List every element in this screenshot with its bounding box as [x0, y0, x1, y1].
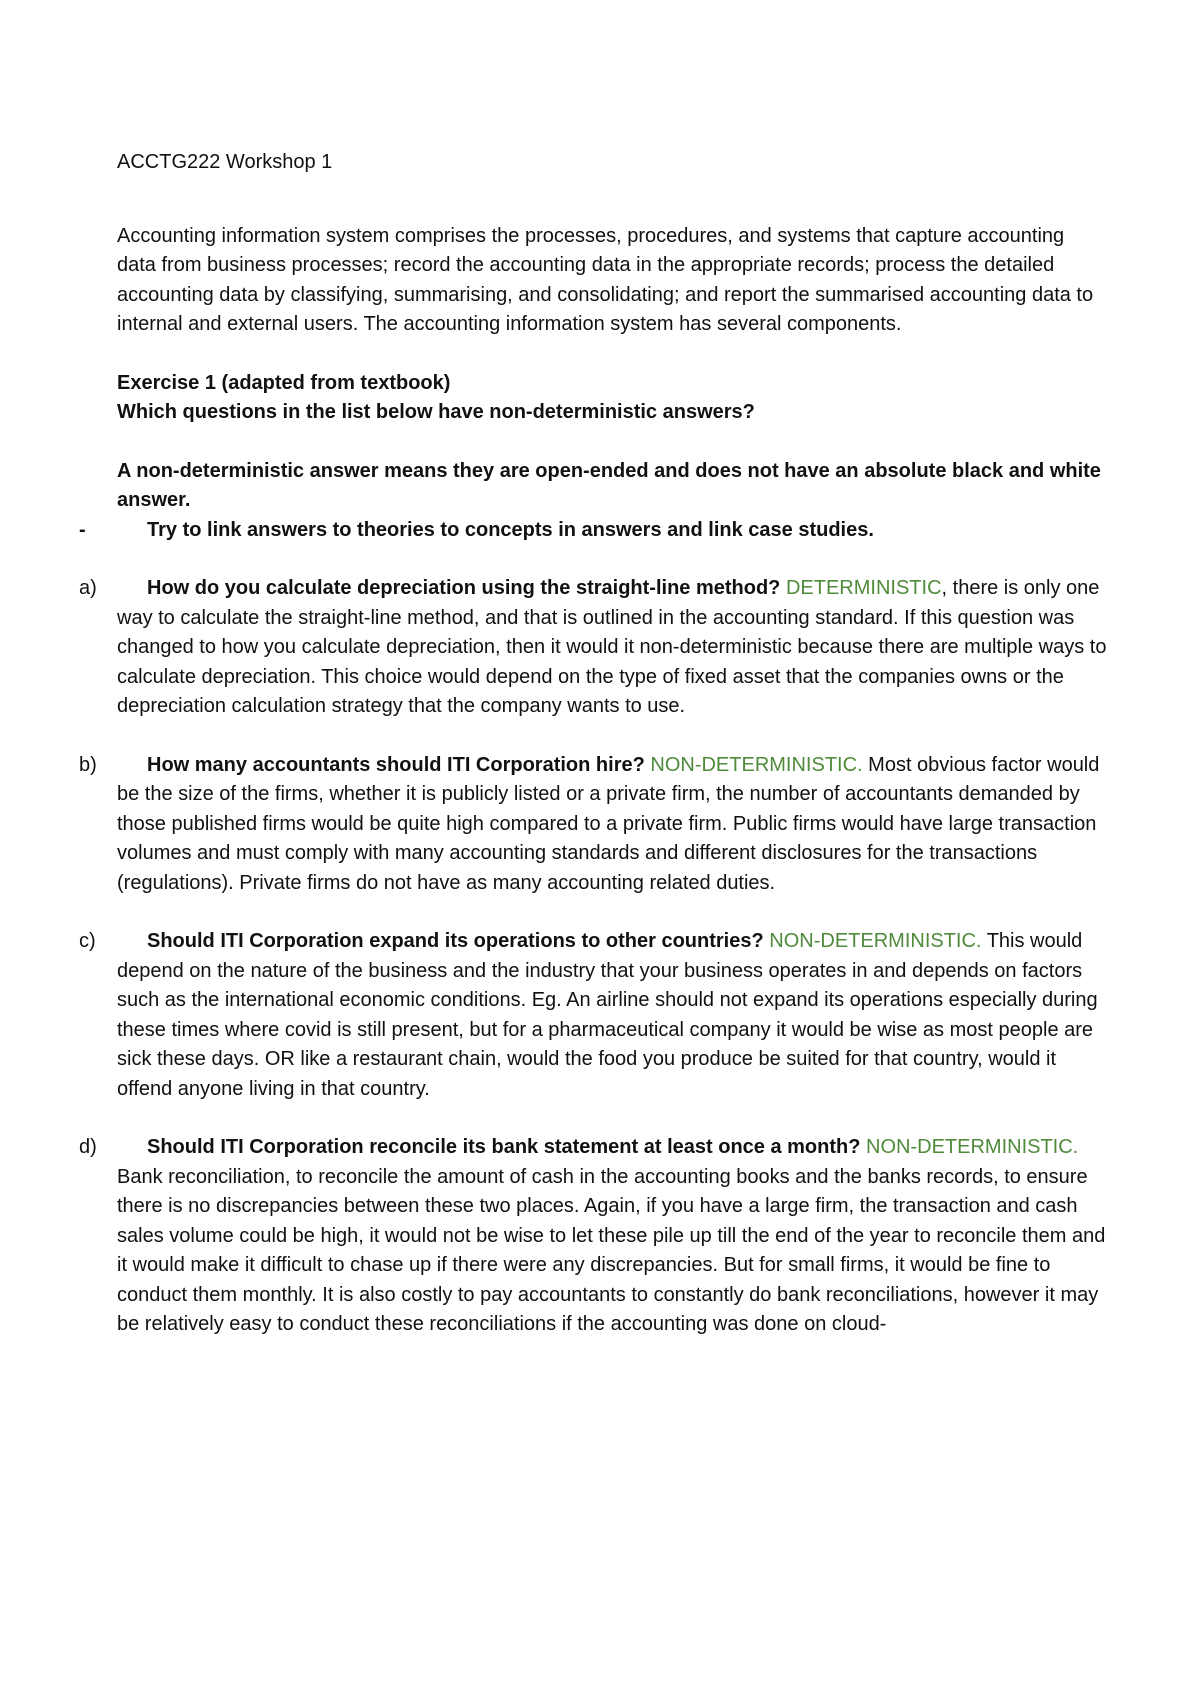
item-verdict: NON-DETERMINISTIC. — [650, 753, 863, 776]
item-marker: b) — [79, 753, 97, 776]
item-answer: Bank reconciliation, to reconcile the amount of cash in the accounting books and the banks records, to ensure there is no discrepancies between these two places. Again, if you have a large firm, the transaction and cash sales volume could be high, it would not be wise to let these pile up till the end of the year to reconcile them and it would make it difficult to chase up if there were any discrepancies. But for small firms, it would be fine to conduct them monthly. It is also costly to pay accountants to constantly do bank reconciliations, however it may be relatively easy to conduct these reconciliations if the accounting was done on cloud- — [117, 1165, 1106, 1335]
item-verdict: NON-DETERMINISTIC. — [866, 1136, 1079, 1158]
item-answer: This would depend on the nature of the business and the industry that your business operates in and depends on factors such as the international economic conditions. Eg. An airline should not expand its operations especially during these times where covid is still present, but for a pharmaceutical company it would be wise as most people are sick these days. OR like a restaurant chain, would the food you produce be suited for that country, would it offend anyone living in that country. — [117, 930, 1098, 1100]
exercise-question: Which questions in the list below have non-deterministic answers? — [117, 401, 755, 423]
item-marker: d) — [79, 1136, 97, 1158]
item-verdict: NON-DETERMINISTIC. — [769, 930, 982, 952]
exercise-tip — [79, 516, 1107, 546]
tip-text: Try to link answers to theories to concepts in answers and link case studies. — [147, 518, 874, 541]
question-item-b — [79, 751, 1107, 899]
question-item-c — [79, 927, 1107, 1104]
item-question: How do you calculate depreciation using the straight-line method? — [147, 577, 781, 599]
item-marker: a) — [79, 577, 97, 599]
item-marker: c) — [79, 930, 96, 952]
question-item-d — [79, 1133, 1107, 1340]
tip-bullet-marker: - — [79, 518, 86, 541]
exercise-heading: Exercise 1 (adapted from textbook) — [117, 371, 451, 394]
item-question: Should ITI Corporation reconcile its bank statement at least once a month? — [147, 1136, 861, 1158]
document-body — [79, 148, 1107, 1369]
exercise-definition: A non-deterministic answer means they are open-ended and does not have an absolute black and white answer. — [117, 459, 1101, 511]
document-title: ACCTG222 Workshop 1 — [117, 151, 333, 173]
item-verdict: DETERMINISTIC — [785, 577, 942, 599]
item-question: How many accountants should ITI Corporation hire? — [147, 753, 645, 776]
item-question: Should ITI Corporation expand its operations to other countries? — [147, 930, 764, 952]
intro-paragraph: Accounting information system comprises the processes, procedures, and systems that capture accounting data from business processes; record the accounting data in the appropriate records; process the detailed accounting data by classifying, summarising, and consolidating; and report the summarised accounting data to internal and external users. The accounting information system has several components. — [117, 224, 1094, 335]
item-answer: , there is only one way to calculate the straight-line method, and that is outlined in the accounting standard. If this question was changed to how you calculate depreciation, then it would it non-deterministic because there are multiple ways to calculate depreciation. This choice would depend on the type of fixed asset that the companies owns or the depreciation calculation strategy that the company wants to use. — [117, 577, 1107, 717]
item-answer: Most obvious factor would be the size of the firms, whether it is publicly listed or a private firm, the number of accountants demanded by those published firms would be quite high compared to a private firm. Public firms would have large transaction volumes and must comply with many accounting standards and different disclosures for the transactions (regulations). Private firms do not have as many accounting related duties. — [117, 753, 1100, 894]
question-item-a — [79, 574, 1107, 722]
